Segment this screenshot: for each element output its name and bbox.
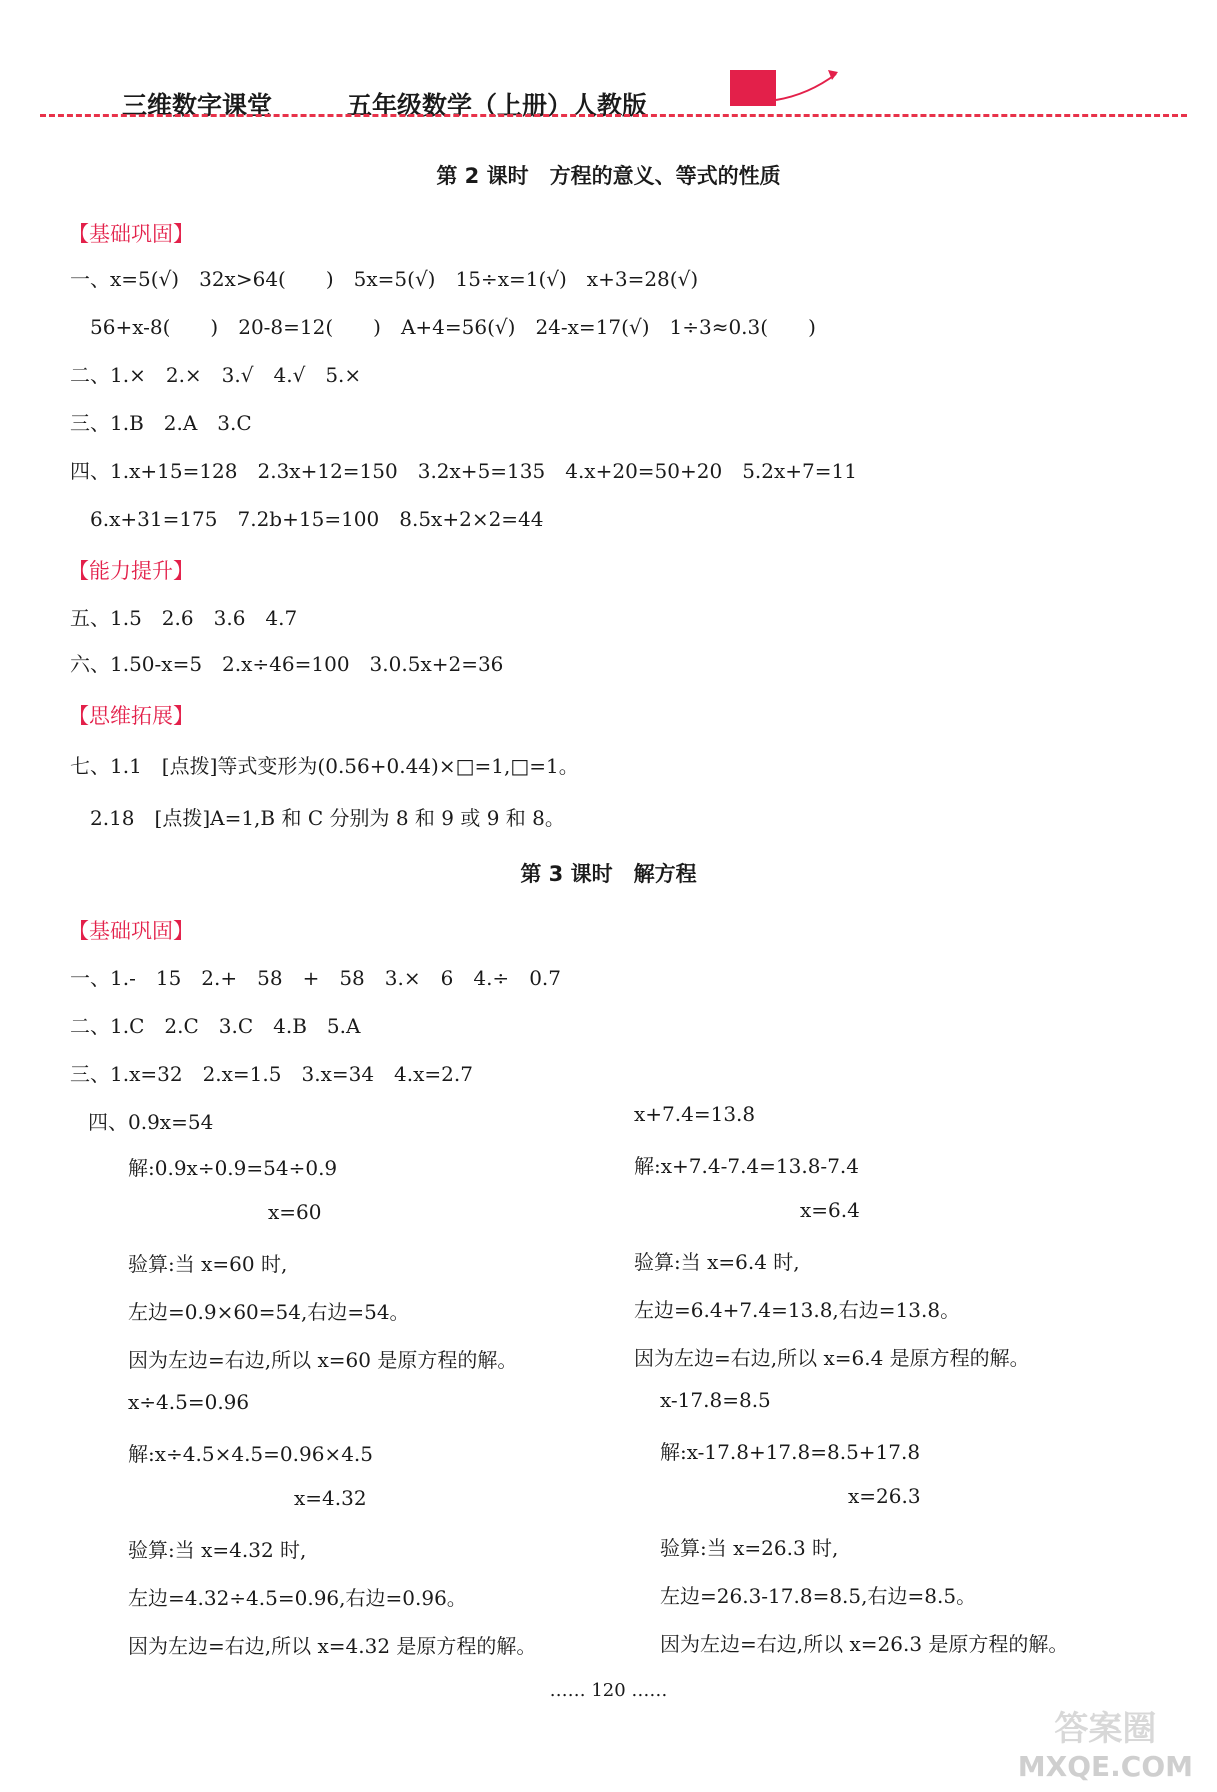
- lesson-3-title: 第 3 课时 解方程: [520, 862, 697, 886]
- conclusion-line: 因为左边=右边,所以 x=26.3 是原方程的解。: [660, 1632, 1069, 1656]
- answer-line: 一、1.- 15 2.+ 58 + 58 3.× 6 4.÷ 0.7: [70, 966, 561, 990]
- conclusion-line: 因为左边=右边,所以 x=6.4 是原方程的解。: [634, 1346, 1030, 1370]
- header-divider: [40, 114, 1187, 117]
- check-line: 验算:当 x=6.4 时,: [634, 1250, 800, 1274]
- solution-step: 解:x+7.4-7.4=13.8-7.4: [634, 1154, 859, 1178]
- solution-step: 解:x÷4.5×4.5=0.96×4.5: [128, 1442, 373, 1466]
- check-line: 验算:当 x=26.3 时,: [660, 1536, 839, 1560]
- book-title: 五年级数学（上册）人教版: [347, 91, 648, 120]
- page-number: …… 120 ……: [549, 1680, 668, 1701]
- answer-line: 6.x+31=175 7.2b+15=100 8.5x+2×2=44: [70, 507, 544, 531]
- answer-line: 五、1.5 2.6 3.6 4.7: [70, 606, 298, 630]
- answer-line: 2.18 [点拨]A=1,B 和 C 分别为 8 和 9 或 9 和 8。: [70, 806, 565, 830]
- solution-step: 解:0.9x÷0.9=54÷0.9: [128, 1156, 338, 1180]
- section-tag-basic: 【基础巩固】: [68, 222, 194, 246]
- answer-line: 六、1.50-x=5 2.x÷46=100 3.0.5x+2=36: [70, 652, 504, 676]
- answer-line: 56+x-8( ) 20-8=12( ) A+4=56(√) 24-x=17(√) 1÷3≈0.3( ): [70, 315, 816, 339]
- equation: x÷4.5=0.96: [128, 1390, 250, 1414]
- check-line: 左边=0.9×60=54,右边=54。: [128, 1300, 410, 1324]
- answer-line: 二、1.C 2.C 3.C 4.B 5.A: [70, 1014, 361, 1038]
- series-name: 三维数字课堂: [122, 91, 273, 120]
- answer-line: 七、1.1 [点拨]等式变形为(0.56+0.44)×□=1,□=1。: [70, 754, 579, 778]
- check-line: 左边=6.4+7.4=13.8,右边=13.8。: [634, 1298, 961, 1322]
- check-line: 验算:当 x=60 时,: [128, 1252, 288, 1276]
- check-line: 验算:当 x=4.32 时,: [128, 1538, 307, 1562]
- conclusion-line: 因为左边=右边,所以 x=60 是原方程的解。: [128, 1348, 518, 1372]
- rocket-icon: [730, 66, 840, 114]
- equation: x-17.8=8.5: [660, 1388, 771, 1412]
- section-tag-thinking: 【思维拓展】: [68, 704, 194, 728]
- watermark-url: MXQE.COM: [1017, 1750, 1193, 1783]
- answer-line: 二、1.× 2.× 3.√ 4.√ 5.×: [70, 363, 362, 387]
- watermark-text: 答案圈: [1054, 1709, 1157, 1749]
- solution-step: 解:x-17.8+17.8=8.5+17.8: [660, 1440, 921, 1464]
- solution-result: x=6.4: [800, 1198, 860, 1222]
- watermark-logo: [1018, 1710, 1193, 1786]
- check-line: 左边=4.32÷4.5=0.96,右边=0.96。: [128, 1586, 467, 1610]
- equation: x+7.4=13.8: [634, 1102, 756, 1126]
- answer-line: 三、1.x=32 2.x=1.5 3.x=34 4.x=2.7: [70, 1062, 473, 1086]
- section-tag-ability: 【能力提升】: [68, 559, 194, 583]
- lesson-2-title: 第 2 课时 方程的意义、等式的性质: [436, 164, 781, 188]
- equation: 四、0.9x=54: [88, 1110, 214, 1134]
- answer-line: 四、1.x+15=128 2.3x+12=150 3.2x+5=135 4.x+20=50+20 5.2x+7=11: [70, 459, 857, 483]
- solution-result: x=60: [268, 1200, 322, 1224]
- section-tag-basic: 【基础巩固】: [68, 919, 194, 943]
- solution-result: x=26.3: [848, 1484, 921, 1508]
- solution-result: x=4.32: [294, 1486, 367, 1510]
- answer-line: 一、x=5(√) 32x>64( ) 5x=5(√) 15÷x=1(√) x+3=28(√): [70, 267, 699, 291]
- conclusion-line: 因为左边=右边,所以 x=4.32 是原方程的解。: [128, 1634, 537, 1658]
- check-line: 左边=26.3-17.8=8.5,右边=8.5。: [660, 1584, 977, 1608]
- answer-line: 三、1.B 2.A 3.C: [70, 411, 252, 435]
- page-header: [40, 58, 1187, 120]
